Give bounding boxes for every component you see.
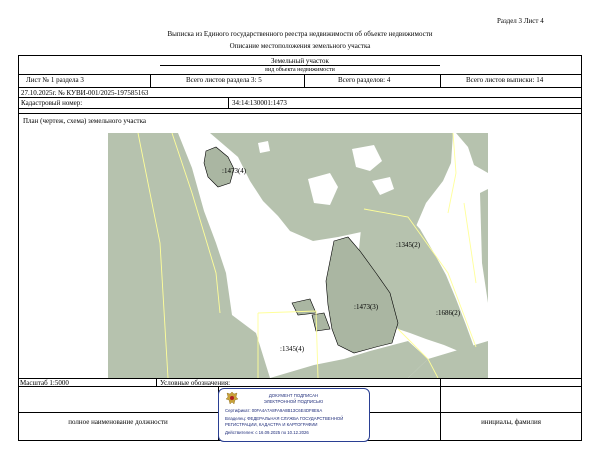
parcel-label: :1473(3) — [354, 303, 379, 311]
object-type: Земельный участок — [271, 57, 329, 65]
divider — [18, 113, 582, 114]
object-type-caption: вид объекта недвижимости — [265, 67, 335, 73]
parcel-label: :1686(2) — [436, 309, 461, 317]
cadastral-number: 34:14:130001:1473 — [232, 99, 287, 107]
total-sheets-section: Всего листов раздела 3: 5 — [186, 76, 262, 84]
section-info: Раздел 3 Лист 4 — [497, 17, 544, 25]
stamp-line1: ДОКУМЕНТ ПОДПИСАН — [268, 393, 319, 398]
divider — [18, 87, 582, 88]
stamp-certificate: Сертификат: 00FA4A7A8FA9A8B13C6E4DF8E6A — [225, 408, 323, 413]
sheet-number: Лист № 1 раздела 3 — [26, 76, 84, 84]
parcel-label: :1345(2) — [396, 241, 421, 249]
name-caption: инициалы, фамилия — [481, 418, 541, 426]
stamp-line2: ЭЛЕКТРОННОЙ ПОДПИСЬЮ — [263, 399, 324, 404]
signature-stamp — [218, 388, 370, 442]
parcel-label: :1345(4) — [280, 345, 305, 353]
legend-label: Условные обозначения: — [160, 379, 231, 387]
stamp-owner: Владелец: ФЕДЕРАЛЬНАЯ СЛУЖБА ГОСУДАРСТВЕННОЙ — [225, 416, 344, 421]
divider — [228, 97, 229, 108]
divider — [440, 386, 441, 441]
divider — [18, 386, 582, 387]
total-sections: Всего разделов: 4 — [338, 76, 391, 84]
divider — [156, 378, 157, 386]
plan-title: План (чертеж, схема) земельного участка — [23, 117, 147, 125]
divider — [18, 378, 582, 379]
divider — [18, 97, 582, 98]
stamp-owner-2: РЕГИСТРАЦИИ, КАДАСТРА И КАРТОГРАФИИ — [225, 422, 318, 427]
cadastral-map — [108, 133, 488, 378]
divider — [440, 378, 441, 386]
divider — [304, 74, 305, 87]
position-caption: полное наименование должности — [68, 418, 168, 426]
divider — [150, 74, 151, 87]
divider — [440, 74, 441, 87]
stamp-valid: Действителен: с 16.09.2025 по 10.12.2026 — [225, 430, 309, 435]
map-scale: Масштаб 1:5000 — [20, 379, 69, 387]
divider — [18, 74, 582, 75]
total-sheets-extract: Всего листов выписки: 14 — [466, 76, 544, 84]
cadastral-label: Кадастровый номер: — [21, 99, 83, 107]
parcel-label: :1473(4) — [222, 167, 247, 175]
map-svg — [108, 133, 488, 378]
divider — [18, 108, 582, 109]
page-subtitle: Описание местоположения земельного участка — [229, 42, 371, 50]
page-title: Выписка из Единого государственного реестра недвижимости об объекте недвижимости — [167, 30, 433, 38]
doc-number: 27.10.2025г. № КУВИ-001/2025-197585163 — [21, 89, 149, 97]
